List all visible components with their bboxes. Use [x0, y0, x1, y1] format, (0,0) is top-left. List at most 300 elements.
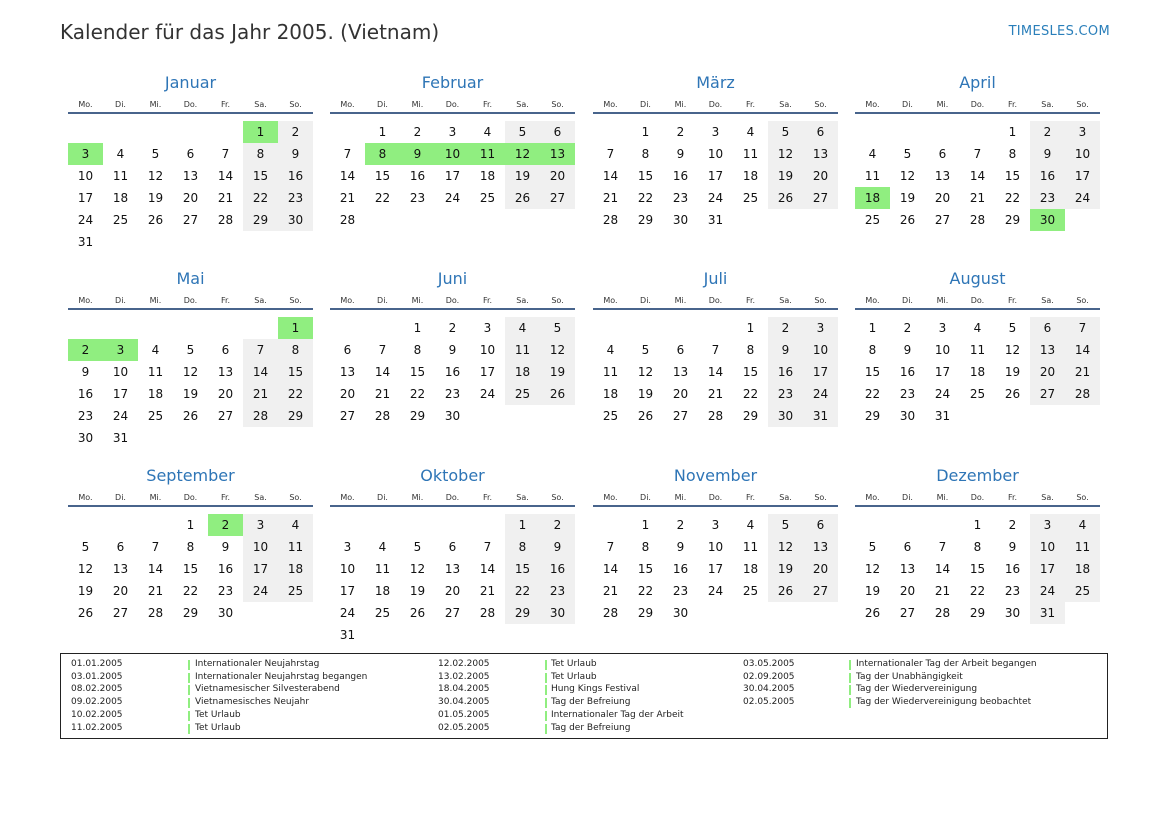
weekday-label: Di. — [377, 296, 388, 305]
day-cell: 2 — [676, 518, 685, 532]
day-cell: 14 — [217, 169, 234, 183]
day-cell: 12 — [182, 365, 199, 379]
holiday-name: Vietnamesisches Neujahr — [195, 697, 310, 708]
day-cell: 26 — [864, 606, 881, 620]
day-cell: 8 — [505, 536, 540, 558]
day-cell: 24 — [707, 584, 724, 598]
holiday-marker — [849, 673, 851, 683]
day-cell: 20 — [217, 387, 234, 401]
weekday-label: Mi. — [411, 100, 424, 109]
day-cell: 28 — [339, 213, 356, 227]
day-cell: 13 — [899, 562, 916, 576]
holiday-marker — [188, 698, 190, 708]
day-cell: 31 — [803, 405, 838, 427]
day-cell: 10 — [479, 343, 496, 357]
month-name: Mai — [176, 269, 205, 288]
day-cell: 1 — [641, 518, 650, 532]
day-cell: 27 — [1030, 383, 1065, 405]
day-cell: 18 — [742, 562, 759, 576]
day-cell: 28 — [1065, 383, 1100, 405]
weekday-label: Fr. — [1007, 493, 1018, 502]
holiday-marker — [545, 711, 547, 721]
day-cell: 5 — [903, 147, 912, 161]
day-cell: 14 — [969, 169, 986, 183]
day-cell: 14 — [934, 562, 951, 576]
day-cell: 21 — [147, 584, 164, 598]
holiday-marker — [545, 660, 547, 670]
weekday-label: Mo. — [603, 493, 618, 502]
holiday-day-cell: 2 — [208, 514, 243, 536]
day-cell: 25 — [969, 387, 986, 401]
day-cell: 17 — [934, 365, 951, 379]
day-cell: 6 — [803, 514, 838, 536]
holiday-date: 08.02.2005 — [71, 684, 123, 695]
holiday-marker — [188, 685, 190, 695]
day-cell: 10 — [707, 540, 724, 554]
day-cell: 7 — [606, 147, 615, 161]
weekday-label: Mi. — [411, 296, 424, 305]
day-cell: 8 — [641, 540, 650, 554]
holiday-marker — [545, 724, 547, 734]
day-cell: 22 — [374, 191, 391, 205]
day-cell: 19 — [147, 191, 164, 205]
day-cell: 22 — [637, 191, 654, 205]
month-header-divider — [330, 112, 575, 114]
day-cell: 25 — [374, 606, 391, 620]
weekday-label: Di. — [377, 100, 388, 109]
day-cell: 27 — [339, 409, 356, 423]
day-cell: 27 — [112, 606, 129, 620]
day-cell: 10 — [1030, 536, 1065, 558]
day-cell: 26 — [147, 213, 164, 227]
weekday-label: Di. — [902, 493, 913, 502]
day-cell: 19 — [1004, 365, 1021, 379]
day-cell: 6 — [938, 147, 947, 161]
day-cell: 18 — [602, 387, 619, 401]
day-cell: 20 — [1030, 361, 1065, 383]
day-cell: 18 — [969, 365, 986, 379]
day-cell: 9 — [278, 143, 313, 165]
day-cell: 3 — [343, 540, 352, 554]
day-cell: 15 — [409, 365, 426, 379]
holiday-day-cell: 12 — [505, 143, 540, 165]
weekday-label: Mi. — [674, 493, 687, 502]
month-name: September — [146, 466, 235, 485]
day-cell: 12 — [768, 536, 803, 558]
weekday-label: Di. — [115, 493, 126, 502]
day-cell: 30 — [899, 409, 916, 423]
day-cell: 28 — [243, 405, 278, 427]
day-cell: 1 — [868, 321, 877, 335]
day-cell: 14 — [707, 365, 724, 379]
day-cell: 2 — [903, 321, 912, 335]
day-cell: 26 — [540, 383, 575, 405]
day-cell: 23 — [217, 584, 234, 598]
weekday-label: So. — [814, 100, 827, 109]
weekday-label: Mi. — [674, 100, 687, 109]
day-cell: 12 — [637, 365, 654, 379]
weekday-label: Di. — [902, 296, 913, 305]
day-cell: 5 — [186, 343, 195, 357]
weekday-label: Mo. — [865, 296, 880, 305]
day-cell: 23 — [1004, 584, 1021, 598]
day-cell: 10 — [1065, 143, 1100, 165]
day-cell: 16 — [217, 562, 234, 576]
day-cell: 24 — [444, 191, 461, 205]
holiday-day-cell: 3 — [103, 339, 138, 361]
day-cell: 16 — [540, 558, 575, 580]
day-cell: 13 — [934, 169, 951, 183]
day-cell: 13 — [803, 536, 838, 558]
day-cell: 5 — [151, 147, 160, 161]
day-cell: 4 — [1065, 514, 1100, 536]
day-cell: 30 — [540, 602, 575, 624]
day-cell: 19 — [77, 584, 94, 598]
day-cell: 22 — [182, 584, 199, 598]
day-cell: 27 — [217, 409, 234, 423]
day-cell: 17 — [803, 361, 838, 383]
weekday-label: Fr. — [220, 100, 231, 109]
day-cell: 19 — [182, 387, 199, 401]
day-cell: 17 — [77, 191, 94, 205]
holiday-marker — [188, 673, 190, 683]
day-cell: 25 — [112, 213, 129, 227]
day-cell: 11 — [742, 147, 759, 161]
month-name: Januar — [164, 73, 217, 92]
holiday-name: Tag der Befreiung — [551, 722, 631, 733]
weekday-label: Do. — [183, 493, 198, 502]
day-cell: 14 — [339, 169, 356, 183]
day-cell: 26 — [505, 187, 540, 209]
day-cell: 9 — [676, 540, 685, 554]
weekday-label: Do. — [183, 100, 198, 109]
day-cell: 15 — [742, 365, 759, 379]
weekday-label: Do. — [183, 296, 198, 305]
day-cell: 10 — [339, 562, 356, 576]
day-cell: 11 — [147, 365, 164, 379]
day-cell: 9 — [768, 339, 803, 361]
holiday-date: 12.02.2005 — [438, 659, 490, 669]
day-cell: 22 — [637, 584, 654, 598]
weekday-label: Mi. — [149, 493, 162, 502]
day-cell: 25 — [742, 584, 759, 598]
day-cell: 7 — [938, 540, 947, 554]
month-header-divider — [330, 505, 575, 507]
day-cell: 4 — [116, 147, 125, 161]
day-cell: 23 — [768, 383, 803, 405]
brand-link[interactable]: TIMESLES.COM — [1008, 24, 1110, 39]
day-cell: 18 — [112, 191, 129, 205]
day-cell: 5 — [768, 514, 803, 536]
day-cell: 26 — [77, 606, 94, 620]
holiday-name: Internationaler Tag der Arbeit begangen — [856, 659, 1037, 669]
weekday-label: Fr. — [482, 100, 493, 109]
day-cell: 8 — [868, 343, 877, 357]
day-cell: 4 — [746, 518, 755, 532]
day-cell: 11 — [278, 536, 313, 558]
holiday-name: Tag der Unabhängigkeit — [856, 671, 963, 682]
day-cell: 30 — [672, 213, 689, 227]
holiday-name: Tag der Wiedervereinigung beobachtet — [856, 697, 1032, 708]
month-header-divider — [593, 308, 838, 310]
day-cell: 14 — [1065, 339, 1100, 361]
day-cell: 8 — [186, 540, 195, 554]
day-cell: 1 — [378, 125, 387, 139]
month-header-divider — [68, 505, 313, 507]
day-cell: 10 — [803, 339, 838, 361]
weekday-label: Sa. — [779, 296, 792, 305]
weekday-label: Do. — [445, 100, 460, 109]
day-cell: 28 — [217, 213, 234, 227]
holiday-name: Tag der Befreiung — [551, 697, 631, 708]
month-header-divider — [68, 308, 313, 310]
day-cell: 16 — [444, 365, 461, 379]
day-cell: 19 — [505, 165, 540, 187]
weekday-label: Mi. — [149, 100, 162, 109]
weekday-label: So. — [289, 493, 302, 502]
day-cell: 17 — [707, 169, 724, 183]
day-cell: 22 — [278, 383, 313, 405]
day-cell: 1 — [973, 518, 982, 532]
holiday-marker — [545, 673, 547, 683]
day-cell: 28 — [969, 213, 986, 227]
month-header-divider — [855, 308, 1100, 310]
day-cell: 7 — [243, 339, 278, 361]
day-cell: 6 — [116, 540, 125, 554]
day-cell: 23 — [672, 191, 689, 205]
weekday-label: Di. — [115, 100, 126, 109]
weekday-label: Mo. — [603, 100, 618, 109]
day-cell: 15 — [1004, 169, 1021, 183]
day-cell: 6 — [221, 343, 230, 357]
day-cell: 12 — [540, 339, 575, 361]
day-cell: 27 — [803, 580, 838, 602]
holiday-name: Tet Urlaub — [195, 709, 241, 720]
weekday-label: So. — [289, 100, 302, 109]
holiday-date: 03.05.2005 — [743, 659, 795, 669]
day-cell: 13 — [182, 169, 199, 183]
day-cell: 22 — [742, 387, 759, 401]
weekday-label: Do. — [970, 296, 985, 305]
day-cell: 4 — [868, 147, 877, 161]
day-cell: 13 — [217, 365, 234, 379]
holiday-marker — [188, 724, 190, 734]
weekday-label: Mi. — [674, 296, 687, 305]
day-cell: 29 — [1004, 213, 1021, 227]
day-cell: 24 — [479, 387, 496, 401]
day-cell: 1 — [1008, 125, 1017, 139]
day-cell: 29 — [864, 409, 881, 423]
weekday-label: So. — [551, 296, 564, 305]
weekday-label: Sa. — [516, 296, 529, 305]
day-cell: 3 — [1030, 514, 1065, 536]
holiday-date: 10.02.2005 — [71, 709, 123, 720]
day-cell: 4 — [606, 343, 615, 357]
day-cell: 13 — [803, 143, 838, 165]
month-header-divider — [330, 308, 575, 310]
day-cell: 23 — [278, 187, 313, 209]
weekday-label: Sa. — [516, 493, 529, 502]
day-cell: 27 — [672, 409, 689, 423]
weekday-label: Fr. — [745, 493, 756, 502]
weekday-label: Do. — [970, 100, 985, 109]
holiday-marker — [849, 660, 851, 670]
day-cell: 10 — [77, 169, 94, 183]
day-cell: 5 — [505, 121, 540, 143]
weekday-label: Di. — [640, 493, 651, 502]
month-header-divider — [855, 112, 1100, 114]
day-cell: 26 — [768, 580, 803, 602]
weekday-label: So. — [551, 100, 564, 109]
holiday-date: 03.01.2005 — [71, 671, 123, 682]
day-cell: 26 — [899, 213, 916, 227]
day-cell: 20 — [934, 191, 951, 205]
day-cell: 7 — [221, 147, 230, 161]
holiday-date: 11.02.2005 — [71, 722, 123, 733]
month-name: Oktober — [420, 466, 485, 485]
day-cell: 28 — [147, 606, 164, 620]
day-cell: 3 — [243, 514, 278, 536]
holiday-day-cell: 9 — [400, 143, 435, 165]
day-cell: 3 — [803, 317, 838, 339]
day-cell: 2 — [278, 121, 313, 143]
day-cell: 9 — [676, 147, 685, 161]
weekday-label: So. — [1076, 296, 1089, 305]
day-cell: 11 — [969, 343, 986, 357]
weekday-label: So. — [814, 493, 827, 502]
day-cell: 28 — [479, 606, 496, 620]
day-cell: 26 — [182, 409, 199, 423]
day-cell: 18 — [374, 584, 391, 598]
day-cell: 1 — [641, 125, 650, 139]
day-cell: 26 — [768, 187, 803, 209]
day-cell: 25 — [602, 409, 619, 423]
day-cell: 22 — [243, 187, 278, 209]
day-cell: 6 — [540, 121, 575, 143]
day-cell: 23 — [899, 387, 916, 401]
weekday-label: So. — [289, 296, 302, 305]
day-cell: 18 — [1065, 558, 1100, 580]
weekday-label: Di. — [902, 100, 913, 109]
day-cell: 18 — [742, 169, 759, 183]
day-cell: 16 — [899, 365, 916, 379]
day-cell: 17 — [339, 584, 356, 598]
day-cell: 21 — [1065, 361, 1100, 383]
day-cell: 2 — [768, 317, 803, 339]
day-cell: 15 — [864, 365, 881, 379]
day-cell: 27 — [182, 213, 199, 227]
day-cell: 11 — [1065, 536, 1100, 558]
day-cell: 16 — [672, 562, 689, 576]
month-name: März — [696, 73, 735, 92]
day-cell: 8 — [243, 143, 278, 165]
day-cell: 10 — [934, 343, 951, 357]
day-cell: 12 — [1004, 343, 1021, 357]
day-cell: 7 — [1065, 317, 1100, 339]
day-cell: 22 — [864, 387, 881, 401]
day-cell: 12 — [77, 562, 94, 576]
day-cell: 15 — [278, 361, 313, 383]
day-cell: 9 — [448, 343, 457, 357]
day-cell: 4 — [973, 321, 982, 335]
day-cell: 12 — [864, 562, 881, 576]
day-cell: 23 — [1030, 187, 1065, 209]
day-cell: 2 — [413, 125, 422, 139]
day-cell: 16 — [768, 361, 803, 383]
weekday-label: Do. — [708, 100, 723, 109]
holiday-marker — [188, 660, 190, 670]
day-cell: 24 — [112, 409, 129, 423]
day-cell: 12 — [768, 143, 803, 165]
day-cell: 30 — [77, 431, 94, 445]
weekday-label: Sa. — [254, 100, 267, 109]
day-cell: 31 — [1030, 602, 1065, 624]
day-cell: 11 — [112, 169, 129, 183]
day-cell: 5 — [540, 317, 575, 339]
holiday-date: 30.04.2005 — [438, 697, 490, 708]
day-cell: 29 — [637, 606, 654, 620]
day-cell: 1 — [746, 321, 755, 335]
day-cell: 4 — [505, 317, 540, 339]
day-cell: 17 — [707, 562, 724, 576]
day-cell: 8 — [973, 540, 982, 554]
day-cell: 19 — [409, 584, 426, 598]
day-cell: 5 — [768, 121, 803, 143]
holiday-date: 09.02.2005 — [71, 697, 123, 708]
day-cell: 19 — [899, 191, 916, 205]
day-cell: 6 — [448, 540, 457, 554]
day-cell: 7 — [483, 540, 492, 554]
day-cell: 3 — [711, 125, 720, 139]
day-cell: 6 — [676, 343, 685, 357]
month-name: April — [959, 73, 996, 92]
weekday-label: Mo. — [340, 296, 355, 305]
holiday-date: 02.05.2005 — [743, 697, 795, 708]
day-cell: 21 — [707, 387, 724, 401]
holiday-marker — [545, 685, 547, 695]
holiday-name: Tag der Wiedervereinigung — [856, 684, 978, 695]
day-cell: 20 — [182, 191, 199, 205]
day-cell: 9 — [540, 536, 575, 558]
day-cell: 30 — [444, 409, 461, 423]
weekday-label: Do. — [708, 296, 723, 305]
day-cell: 10 — [707, 147, 724, 161]
weekday-label: So. — [551, 493, 564, 502]
day-cell: 25 — [1065, 580, 1100, 602]
day-cell: 9 — [81, 365, 90, 379]
day-cell: 16 — [1030, 165, 1065, 187]
day-cell: 19 — [637, 387, 654, 401]
weekday-label: Mo. — [865, 493, 880, 502]
weekday-label: Fr. — [745, 100, 756, 109]
day-cell: 20 — [444, 584, 461, 598]
day-cell: 23 — [444, 387, 461, 401]
day-cell: 11 — [602, 365, 619, 379]
holiday-name: Internationaler Neujahrstag — [195, 659, 320, 669]
day-cell: 18 — [479, 169, 496, 183]
day-cell: 25 — [742, 191, 759, 205]
day-cell: 14 — [602, 169, 619, 183]
holiday-name: Tet Urlaub — [195, 722, 241, 733]
holiday-name: Vietnamesischer Silvesterabend — [195, 684, 340, 695]
holiday-date: 01.01.2005 — [71, 659, 123, 669]
day-cell: 31 — [77, 235, 94, 249]
day-cell: 23 — [672, 584, 689, 598]
day-cell: 8 — [278, 339, 313, 361]
day-cell: 20 — [540, 165, 575, 187]
day-cell: 21 — [969, 191, 986, 205]
day-cell: 29 — [969, 606, 986, 620]
